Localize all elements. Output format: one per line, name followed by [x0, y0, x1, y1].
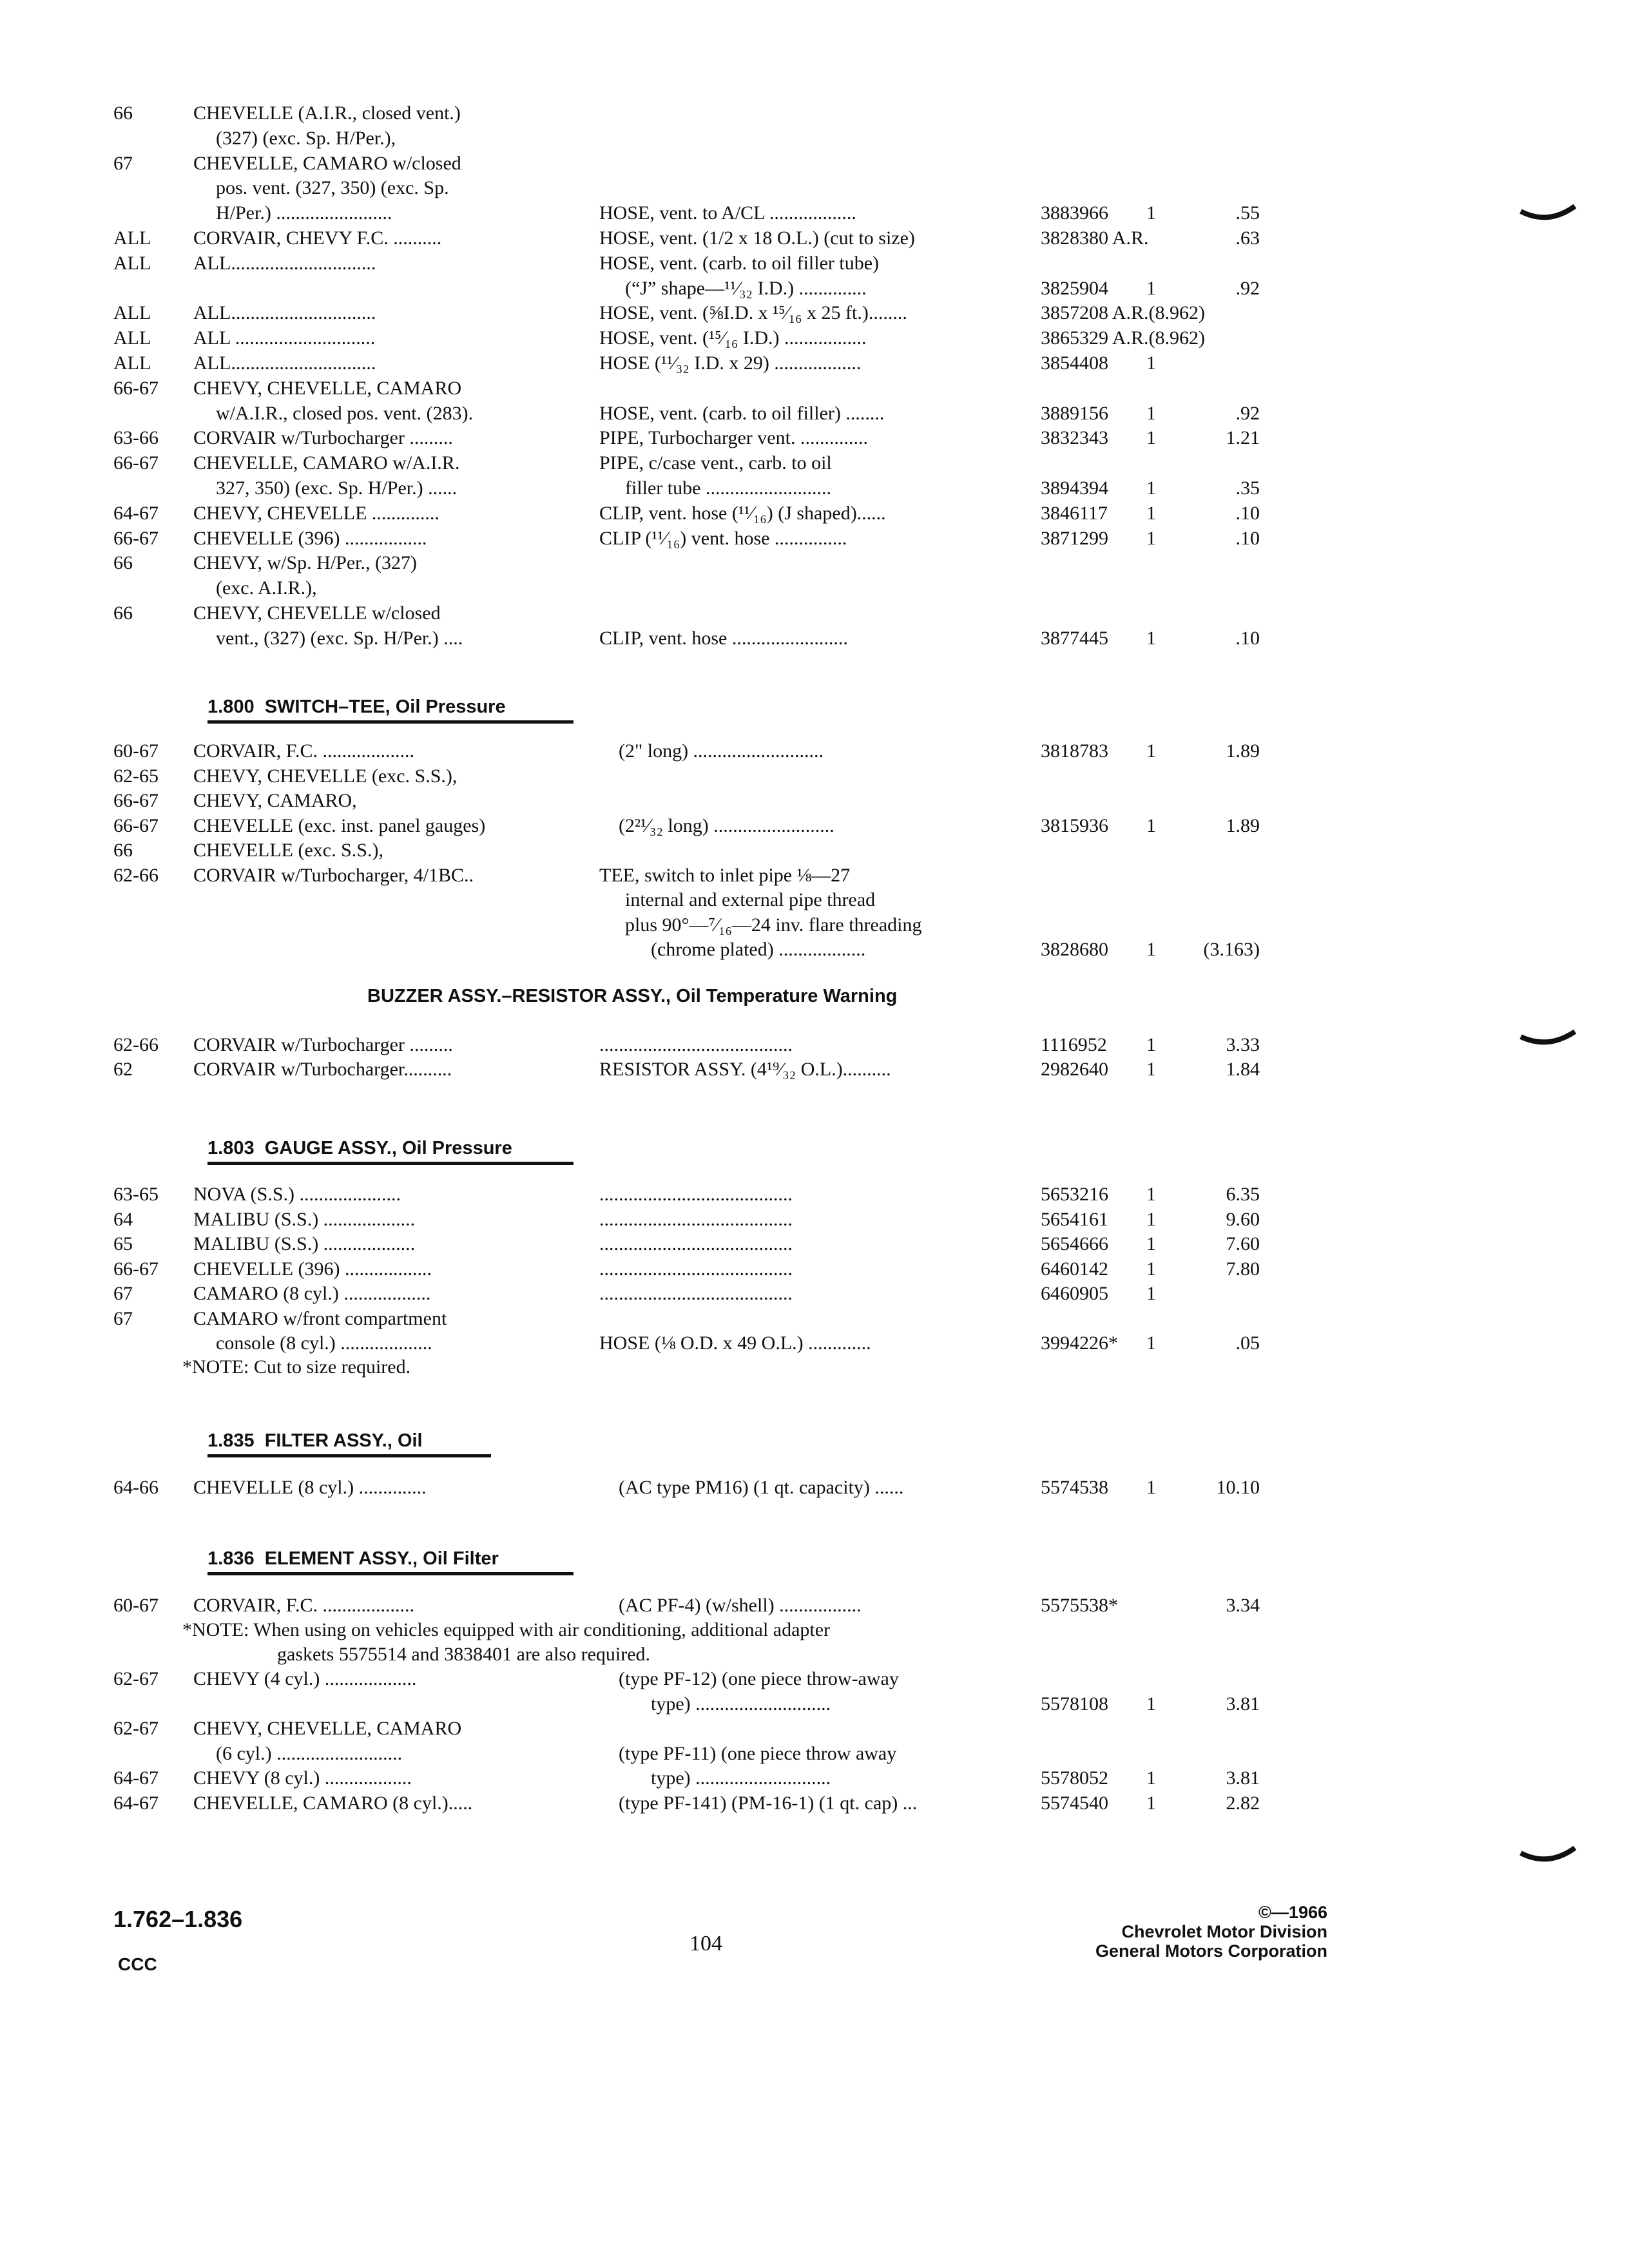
table-row	[0, 101, 1629, 126]
cell-num: 3871299	[1041, 527, 1108, 549]
section-code: 1.835	[207, 1430, 255, 1451]
cell-yr: 62	[113, 1059, 133, 1080]
table-row	[0, 1331, 1629, 1356]
cell-yr: 66	[113, 102, 133, 124]
note-line: *NOTE: When using on vehicles equipped with air conditioning, additional adapter	[182, 1619, 831, 1640]
cell-desc: CORVAIR w/Turbocharger .........	[193, 427, 453, 449]
cell-qty: 1	[1146, 1184, 1156, 1205]
table-row	[0, 201, 1629, 226]
cell-desc: NOVA (S.S.) .....................	[193, 1184, 401, 1205]
table-row	[0, 426, 1629, 450]
cell-num: 5654161	[1041, 1208, 1108, 1230]
table-row	[0, 838, 1629, 863]
cell-qty: 1	[1146, 202, 1156, 224]
cell-part: CLIP, vent. hose ........................	[599, 627, 848, 649]
cell-desc: CAMARO w/front compartment	[193, 1307, 447, 1329]
cell-price: .05	[1235, 1332, 1260, 1354]
section-code: 1.800	[207, 697, 255, 717]
cell-desc: CHEVY, CHEVELLE, CAMARO	[193, 1718, 462, 1739]
cell-price: 6.35	[1226, 1184, 1260, 1205]
cell-part: CLIP (¹¹⁄₁₆) vent. hose ...............	[599, 527, 847, 549]
table-row	[0, 1667, 1629, 1691]
table-row	[0, 1766, 1629, 1791]
cell-ind2: type) ............................	[651, 1767, 831, 1789]
page-code: CCC	[118, 1954, 157, 1974]
cell-price: 2.82	[1226, 1792, 1260, 1814]
table-row	[0, 351, 1629, 376]
cell-num: 3894394	[1041, 477, 1108, 499]
page-number: 104	[689, 1932, 722, 1956]
cell-desc: CHEVY, CHEVELLE w/closed	[193, 602, 441, 624]
table-row	[0, 1742, 1629, 1766]
section-title: ELEMENT ASSY., Oil Filter	[264, 1548, 499, 1569]
table-row	[0, 151, 1629, 176]
cell-yr: ALL	[113, 227, 151, 249]
cell-part: PIPE, Turbocharger vent. ..............	[599, 427, 868, 449]
table-row	[0, 1207, 1629, 1232]
table-row	[0, 301, 1629, 325]
cell-num: 5578108	[1041, 1693, 1108, 1715]
cell-desc: MALIBU (S.S.) ...................	[193, 1208, 416, 1230]
section-underline	[207, 1162, 574, 1165]
cell-price: 3.81	[1226, 1767, 1260, 1789]
section-code: 1.803	[207, 1138, 255, 1158]
cell-yr: 64-67	[113, 1792, 159, 1814]
cell-desc: CHEVY, w/Sp. H/Per., (327)	[193, 552, 417, 574]
cell-yr: 64-67	[113, 502, 159, 524]
cell-qty: 1	[1146, 1208, 1156, 1230]
cell-desc2: (exc. A.I.R.),	[216, 577, 317, 599]
cell-part: HOSE, vent. to A/CL ..................	[599, 202, 856, 224]
section-code: 1.836	[207, 1548, 255, 1569]
table-row	[0, 576, 1629, 601]
cell-part: HOSE (¹¹⁄₃₂ I.D. x 29) ..................	[599, 352, 862, 374]
cell-yr: 66-67	[113, 1258, 159, 1280]
table-row	[0, 1057, 1629, 1082]
cell-num: 5574540	[1041, 1792, 1108, 1814]
cell-desc: CHEVY, CHEVELLE (exc. S.S.),	[193, 765, 458, 787]
cell-num: 3877445	[1041, 627, 1108, 649]
table-row	[0, 937, 1629, 962]
cell-desc2: (6 cyl.) ..........................	[216, 1742, 403, 1764]
cell-part: HOSE, vent. (¹⁵⁄₁₆ I.D.) .................	[599, 327, 867, 349]
cell-ind1: (2" long) ...........................	[619, 740, 824, 762]
cell-desc: ALL..............................	[193, 352, 376, 374]
cell-yr: 66	[113, 552, 133, 574]
cell-qty: 1	[1146, 814, 1156, 836]
cell-num: 3994226*	[1041, 1332, 1118, 1354]
table-row	[0, 251, 1629, 276]
cell-qty: 1	[1146, 1258, 1156, 1280]
cell-num: 5578052	[1041, 1767, 1108, 1789]
section-title: FILTER ASSY., Oil	[264, 1430, 423, 1451]
cell-part: HOSE, vent. (1/2 x 18 O.L.) (cut to size)	[599, 227, 915, 249]
section-underline	[207, 720, 574, 724]
table-row	[0, 1257, 1629, 1282]
cell-yr: ALL	[113, 352, 151, 374]
cell-qty: 1	[1146, 939, 1156, 960]
cell-yr: 66	[113, 602, 133, 624]
table-row	[0, 1282, 1629, 1306]
table-row	[0, 526, 1629, 551]
cell-price: (3.163)	[1203, 939, 1260, 960]
table-row	[0, 1692, 1629, 1716]
cell-part: HOSE (⅛ O.D. x 49 O.L.) .............	[599, 1332, 871, 1354]
cell-qty: 1	[1146, 502, 1156, 524]
cell-num: 3828680	[1041, 939, 1108, 960]
cell-desc: CHEVELLE (396) ..................	[193, 1258, 432, 1280]
cell-qty: 1	[1146, 627, 1156, 649]
cell-desc: CAMARO (8 cyl.) ..................	[193, 1283, 431, 1304]
table-row	[0, 601, 1629, 626]
table-row	[0, 739, 1629, 764]
cell-qty: 1	[1146, 402, 1156, 424]
cell-part-b: internal and external pipe thread	[625, 889, 876, 910]
cell-desc2: 327, 350) (exc. Sp. H/Per.) ......	[216, 477, 458, 499]
table-row	[0, 1232, 1629, 1256]
cell-yr: ALL	[113, 327, 151, 349]
cell-yr: 60-67	[113, 740, 159, 762]
cell-yr: 66-67	[113, 814, 159, 836]
cell-price: 7.80	[1226, 1258, 1260, 1280]
cell-part-b: plus 90°—⁷⁄₁₆—24 inv. flare threading	[625, 914, 922, 936]
cell-num: 3815936	[1041, 814, 1108, 836]
section-title: GAUGE ASSY., Oil Pressure	[264, 1138, 512, 1158]
table-row	[0, 501, 1629, 526]
cell-desc: CHEVELLE (exc. S.S.),	[193, 840, 383, 861]
table-row	[0, 551, 1629, 575]
cell-qty: 1	[1146, 1034, 1156, 1055]
cell-yr: 62-66	[113, 1034, 159, 1055]
table-row	[0, 376, 1629, 401]
cell-yr: 67	[113, 1307, 133, 1329]
cell-num: 3832343	[1041, 427, 1108, 449]
table-row	[0, 1182, 1629, 1207]
cell-yr: 63-66	[113, 427, 159, 449]
table-row	[0, 126, 1629, 151]
cell-ind1: (type PF-12) (one piece throw-away	[619, 1668, 899, 1689]
cell-num: 6460142	[1041, 1258, 1108, 1280]
cell-yr: 66-67	[113, 790, 159, 811]
cell-yr: ALL	[113, 252, 151, 274]
margin-mark	[1519, 193, 1577, 232]
table-row	[0, 789, 1629, 813]
cell-price: 1.89	[1226, 814, 1260, 836]
cell-num: 3883966	[1041, 202, 1108, 224]
cell-price: .63	[1235, 227, 1260, 249]
cell-desc: CHEVELLE, CAMARO w/A.I.R.	[193, 452, 460, 474]
cell-qty: 1	[1146, 1233, 1156, 1254]
cell-yr: ALL	[113, 302, 151, 324]
cell-qty: 1	[1146, 1477, 1156, 1498]
table-row	[0, 276, 1629, 301]
cell-qty: 1	[1146, 477, 1156, 499]
cell-yr: 63-65	[113, 1184, 159, 1205]
cell-yr: 62-67	[113, 1668, 159, 1689]
cell-ind1: (type PF-141) (PM-16-1) (1 qt. cap) ...	[619, 1792, 918, 1814]
cell-desc2: pos. vent. (327, 350) (exc. Sp.	[216, 177, 449, 199]
cell-num: 3889156	[1041, 402, 1108, 424]
cell-qty: 1	[1146, 1792, 1156, 1814]
section-subtitle: Oil Temperature Warning	[676, 986, 898, 1006]
table-row	[0, 476, 1629, 501]
cell-part-b: (“J” shape—¹¹⁄₃₂ I.D.) ..............	[625, 277, 867, 299]
cell-part: HOSE, vent. (carb. to oil filler) ........	[599, 402, 885, 424]
table-row	[0, 626, 1629, 651]
cell-desc: CORVAIR w/Turbocharger..........	[193, 1059, 452, 1080]
cell-num: 5653216	[1041, 1184, 1108, 1205]
cell-part: ........................................	[599, 1184, 793, 1205]
cell-price: .55	[1235, 202, 1260, 224]
cell-price: .92	[1235, 402, 1260, 424]
cell-yr: 64-66	[113, 1477, 159, 1498]
cell-qty: 1	[1146, 1283, 1156, 1304]
cell-part: ........................................	[599, 1258, 793, 1280]
cell-part: HOSE, vent. (⅝I.D. x ¹⁵⁄₁₆ x 25 ft.)........	[599, 302, 907, 324]
cell-price: 7.60	[1226, 1233, 1260, 1254]
cell-part-b: filler tube ..........................	[625, 477, 831, 499]
cell-yr: 66-67	[113, 527, 159, 549]
cell-ind1: (2²¹⁄₃₂ long) .........................	[619, 814, 834, 836]
cell-desc: CHEVY, CHEVELLE ..............	[193, 502, 439, 524]
cell-part: ........................................	[599, 1208, 793, 1230]
cell-desc: CHEVELLE (396) .................	[193, 527, 427, 549]
table-row	[0, 1033, 1629, 1057]
section-title: BUZZER ASSY.–RESISTOR ASSY.,	[367, 986, 677, 1006]
section-1836-heading	[207, 1546, 499, 1571]
section-title: SWITCH–TEE, Oil Pressure	[264, 697, 506, 717]
cell-ind2: type) ............................	[651, 1693, 831, 1715]
table-row	[0, 326, 1629, 351]
table-row	[0, 1716, 1629, 1741]
cell-desc: MALIBU (S.S.) ...................	[193, 1233, 416, 1254]
cell-price: .10	[1235, 502, 1260, 524]
table-row	[0, 1475, 1629, 1500]
cell-num: 3865329 A.R.(8.962)	[1041, 327, 1205, 349]
cell-price: .92	[1235, 277, 1260, 299]
cell-desc2: w/A.I.R., closed pos. vent. (283).	[216, 402, 474, 424]
cell-num: 3854408	[1041, 352, 1108, 374]
table-row	[0, 764, 1629, 789]
cell-qty: 1	[1146, 1059, 1156, 1080]
cell-yr: 65	[113, 1233, 133, 1254]
cell-desc2: console (8 cyl.) ...................	[216, 1332, 432, 1354]
cell-part: PIPE, c/case vent., carb. to oil	[599, 452, 832, 474]
cell-num: 5654666	[1041, 1233, 1108, 1254]
note-line: gaskets 5575514 and 3838401 are also required.	[277, 1644, 651, 1665]
page-range: 1.762–1.836	[113, 1906, 243, 1932]
cell-price: .35	[1235, 477, 1260, 499]
cell-yr: 67	[113, 1283, 133, 1304]
section-1803-heading	[207, 1136, 512, 1160]
table-row	[0, 1791, 1629, 1816]
cell-yr: 64	[113, 1208, 133, 1230]
cell-qty: 1	[1146, 427, 1156, 449]
cell-qty: 1	[1146, 1693, 1156, 1715]
section-underline	[207, 1572, 574, 1575]
cell-yr: 66	[113, 840, 133, 861]
cell-yr: 62-67	[113, 1718, 159, 1739]
table-row	[0, 814, 1629, 838]
cell-part: ........................................	[599, 1283, 793, 1304]
margin-mark	[1519, 1021, 1577, 1060]
cell-desc: CHEVY (4 cyl.) ...................	[193, 1668, 417, 1689]
cell-yr: 67	[113, 152, 133, 174]
cell-qty: 1	[1146, 1332, 1156, 1354]
table-row	[0, 176, 1629, 200]
cell-desc: CHEVELLE (A.I.R., closed vent.)	[193, 102, 461, 124]
cell-yr: 66-67	[113, 452, 159, 474]
cell-desc: CORVAIR w/Turbocharger, 4/1BC..	[193, 864, 474, 886]
cell-desc: CHEVY, CAMARO,	[193, 790, 357, 811]
cell-price: 1.89	[1226, 740, 1260, 762]
cell-ind1: (AC type PM16) (1 qt. capacity) ......	[619, 1477, 904, 1498]
table-row	[0, 226, 1629, 251]
cell-price: 3.81	[1226, 1693, 1260, 1715]
cell-desc: CHEVELLE (exc. inst. panel gauges)	[193, 814, 486, 836]
note-line: *NOTE: Cut to size required.	[182, 1356, 411, 1378]
cell-qty: 1	[1146, 277, 1156, 299]
cell-price: .10	[1235, 527, 1260, 549]
cell-price: 1.84	[1226, 1059, 1260, 1080]
cell-part: RESISTOR ASSY. (4¹⁹⁄₃₂ O.L.)..........	[599, 1059, 891, 1080]
cell-yr: 62-65	[113, 765, 159, 787]
cell-desc2: H/Per.) ........................	[216, 202, 392, 224]
margin-mark	[1519, 1836, 1577, 1875]
cell-desc: CORVAIR, F.C. ...................	[193, 740, 415, 762]
cell-part: TEE, switch to inlet pipe ⅛—27	[599, 864, 851, 886]
cell-yr: 66-67	[113, 377, 159, 399]
cell-desc: ALL..............................	[193, 302, 376, 324]
cell-qty: 1	[1146, 1767, 1156, 1789]
cell-num: 3825904	[1041, 277, 1108, 299]
cell-desc: CHEVELLE (8 cyl.) ..............	[193, 1477, 427, 1498]
cell-qty: 1	[1146, 527, 1156, 549]
table-row	[0, 1307, 1629, 1331]
cell-desc: ALL .............................	[193, 327, 376, 349]
cell-num: 3818783	[1041, 740, 1108, 762]
cell-num: 3828380 A.R.	[1041, 227, 1149, 249]
cell-ind1: (type PF-11) (one piece throw away	[619, 1742, 897, 1764]
copyright: ©—1966 Chevrolet Motor Division General Motors Corporation	[1095, 1903, 1327, 1961]
cell-desc: CHEVELLE, CAMARO (8 cyl.).....	[193, 1792, 473, 1814]
cell-desc: CORVAIR w/Turbocharger .........	[193, 1034, 453, 1055]
table-row	[0, 451, 1629, 476]
section-buzzer-heading	[367, 984, 897, 1008]
cell-desc: CHEVY, CHEVELLE, CAMARO	[193, 377, 462, 399]
cell-desc: CORVAIR, CHEVY F.C. ..........	[193, 227, 442, 249]
table-row	[0, 401, 1629, 426]
cell-qty: 1	[1146, 352, 1156, 374]
cell-part: ........................................	[599, 1034, 793, 1055]
cell-desc: ALL..............................	[193, 252, 376, 274]
cell-num: 3846117	[1041, 502, 1108, 524]
section-1800-heading	[207, 695, 506, 719]
cell-desc: CHEVY (8 cyl.) ..................	[193, 1767, 412, 1789]
table-row: 60-67 CORVAIR, F.C. ................... (AC PF-4) (w/shell) ................. 5575538* 3.34	[113, 1595, 1260, 1616]
cell-num: 5574538	[1041, 1477, 1108, 1498]
cell-desc2: (327) (exc. Sp. H/Per.),	[216, 127, 396, 149]
cell-desc2: vent., (327) (exc. Sp. H/Per.) ....	[216, 627, 463, 649]
cell-num: 2982640	[1041, 1059, 1108, 1080]
cell-num: 1116952	[1041, 1034, 1107, 1055]
section-underline	[207, 1454, 491, 1457]
cell-part: CLIP, vent. hose (¹¹⁄₁₆) (J shaped)......	[599, 502, 886, 524]
table-row	[0, 888, 1629, 912]
cell-desc: CHEVELLE, CAMARO w/closed	[193, 152, 461, 174]
cell-num: 3857208 A.R.(8.962)	[1041, 302, 1205, 324]
table-row	[0, 863, 1629, 888]
cell-yr: 62-66	[113, 864, 159, 886]
cell-price: .10	[1235, 627, 1260, 649]
cell-price: 10.10	[1216, 1477, 1260, 1498]
cell-price: 9.60	[1226, 1208, 1260, 1230]
section-1835-heading	[207, 1428, 423, 1453]
cell-num: 6460905	[1041, 1283, 1108, 1304]
cell-yr: 64-67	[113, 1767, 159, 1789]
cell-part: ........................................	[599, 1233, 793, 1254]
table-row	[0, 913, 1629, 937]
cell-part: HOSE, vent. (carb. to oil filler tube)	[599, 252, 880, 274]
cell-price: 1.21	[1226, 427, 1260, 449]
cell-price: 3.33	[1226, 1034, 1260, 1055]
cell-ind2: (chrome plated) ..................	[651, 939, 866, 960]
cell-qty: 1	[1146, 740, 1156, 762]
